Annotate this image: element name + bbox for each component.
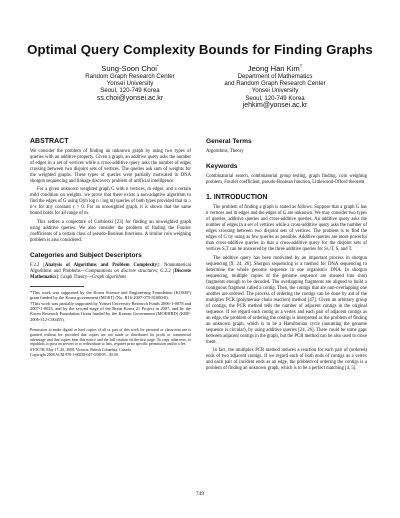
footnote-rule <box>30 286 84 287</box>
abstract-paragraph: This settles a conjecture of Grebinski [23] for finding an unweighted graph using additive queries. We also consider the problem of finding the Fourier coefficients of a certain class of pseudo-Boolean functions. A similar coin weighing problem is also considered. <box>30 219 191 243</box>
venue-line: STOC'08, May 17–20, 2008, Victoria, British Columbia, Canada. <box>30 348 132 353</box>
intro-paragraph: In fact, the multiplex PCR method induces a reaction for each pair of (ordered) ends of two adjacent contigs. If we regard each of both ends of contigs as a vertex and each pair of incident ends as an edge, the problem of ordering the contigs is a problem of finding an unknown graph, which is to be a perfect matching [4, 5]. <box>206 348 367 372</box>
general-terms-heading: General Terms <box>206 138 252 145</box>
footnote: †This work was partially supported by Yonsei University Research Funds 2006-1-0078 and 2007-1-0025, and by the second stage of the Brain Korea 21 Project in 2007, and by the Korea Research Foundation Grant funded by the Korean Government (MOEHRD) (KRF-2006-312-C00455). <box>30 300 191 322</box>
abstract-paragraph: For a given unknown weighted graph G with n vertices, m edges, and a certain mild condition on weights, we prove that there exists a non-adaptive algorithm to find the edges of G using O(m log n / log m) queries of both types provided that m ≥ n^ε for any constant ε > 0. For an unweighted graph, it is shown that the same bound holds for all range of m. <box>30 187 191 217</box>
author-email: ss.choi@yonsei.ac.kr <box>96 94 164 102</box>
author-affiliation: Seoul, 120-749 Korea <box>245 94 305 102</box>
author-block-2 <box>205 64 345 110</box>
abstract-heading: ABSTRACT <box>30 138 69 145</box>
abstract-paragraph: We consider the problem of finding an unknown graph by using two types of queries with an additive property. Given a graph, an additive query asks the number of edges in a set of vertices while a cross-additive query asks the number of edges crossing between two disjoint sets of vertices. The queries ask sum of weights for the weighted graphs. These types of queries were partially motivated in DNA shotgun sequencing and linkage discovery problem of artificial intelligence. <box>30 149 191 185</box>
author-name: Sung-Soon Choi* <box>101 63 159 73</box>
categories-text: F.2.2 [Analysis of Algorithms and Problem Complexity]: Nonnumerical Algorithms and Problems—Computations on discrete structures; G.2.2 [Discrete Mathematics]: Graph Theory—Graph algorithms <box>30 262 192 280</box>
permission-notice: Permission to make digital or hard copies of all or part of this work for personal or classroom use is granted without fee provided that copies are not made or distributed for profit or commercial advantage and that copies bear this notice and the full citation on the first page. To copy otherwise, to republish, to post on servers or to redistribute to lists, requires prior specific permission and/or a fee. <box>30 328 191 347</box>
author-affiliation: Department of Mathematics <box>237 73 313 80</box>
author-affiliation: Random Graph Research Center <box>85 73 175 80</box>
author-affiliation: Yonsei University <box>251 87 299 95</box>
author-email: jehkim@yonsei.ac.kr <box>242 101 308 109</box>
author-affiliation: and Random Graph Research Center <box>224 80 326 88</box>
author-affiliation: Yonsei University <box>106 80 154 88</box>
right-column <box>206 138 367 374</box>
paper-title: Optimal Query Complexity Bounds for Finding Graphs <box>27 42 373 57</box>
general-terms-text: Algorithms, Theory <box>206 149 244 154</box>
left-column <box>30 138 191 358</box>
section-heading: 1. INTRODUCTION <box>206 194 268 202</box>
copyright-line: Copyright 2008 ACM 978-1-60558-047-0/08/05 ...$5.00. <box>30 352 120 357</box>
keywords-text: Combinatorial search, combinatorial group testing, graph finding, coin weighing problem, Fourier coefficient, pseudo-Boolean function, Littlewood-Offord theorem <box>206 174 367 186</box>
footnote: *This work was supported by the Korea Science and Engineering Foundation (KOSEF) grant funded by the Korea government (MOST) (No. R16-2007-075-01000-0). <box>30 289 191 301</box>
categories-heading: Categories and Subject Descriptors <box>30 251 142 259</box>
author-block-1 <box>60 64 200 103</box>
author-name: Jeong Han Kim† <box>247 63 303 73</box>
page-number: 749 <box>195 491 205 497</box>
intro-paragraph: The problem of finding a graph is stated as follows. Suppose that a graph G has n vertices and m edges and the edges of G are unknown. We may consider two types of queries, additive queries and cross-additive queries. An additive query asks the number of edges in a set of vertices while a cross-additive query asks the number of edges crossing between two disjoint sets of vertices. The problem is to find the edges of G by using as few queries as possible. Additive queries are more powerful than cross-additive queries in that a cross-additive query for the disjoint sets of vertices S,T can be answered by the three additive queries for S∪T, S, and T. <box>206 205 367 253</box>
author-affiliation: Seoul, 120-749 Korea <box>100 87 160 95</box>
keywords-heading: Keywords <box>206 163 238 171</box>
intro-paragraph: The additive query has been motivated by an important process in shotgun sequencing [9, 24, 26]. Shotgun sequencing is a method for DNA sequencing to determine the whole genome sequence in one organism's DNA. In shotgun sequencing, multiple copies of the genome sequence are sheared into short fragments enough to be decoded. The overlapping fragments are aligned to build a contiguous fragment called a contig. Then, the contigs that are non-overlapping one another are ordered. The process of ordering the contigs can be done by aid of the multiplex PCR (polymerase chain reaction) method [47]. Given an arbitrary group of contigs, the PCR method tells the number of adjacent contigs in the original sequence. If we regard each contig as a vertex and each pair of adjacent contigs as an edge, the problem of ordering the contigs is interpreted as the problem of finding an unknown graph, which is to be a Hamiltonian cycle (assuming the genome sequence is circular), by using additive queries [24, 26]. There could be some gaps between adjacent contigs in the graph, but the PCR method can be also used to close them. <box>206 255 367 346</box>
